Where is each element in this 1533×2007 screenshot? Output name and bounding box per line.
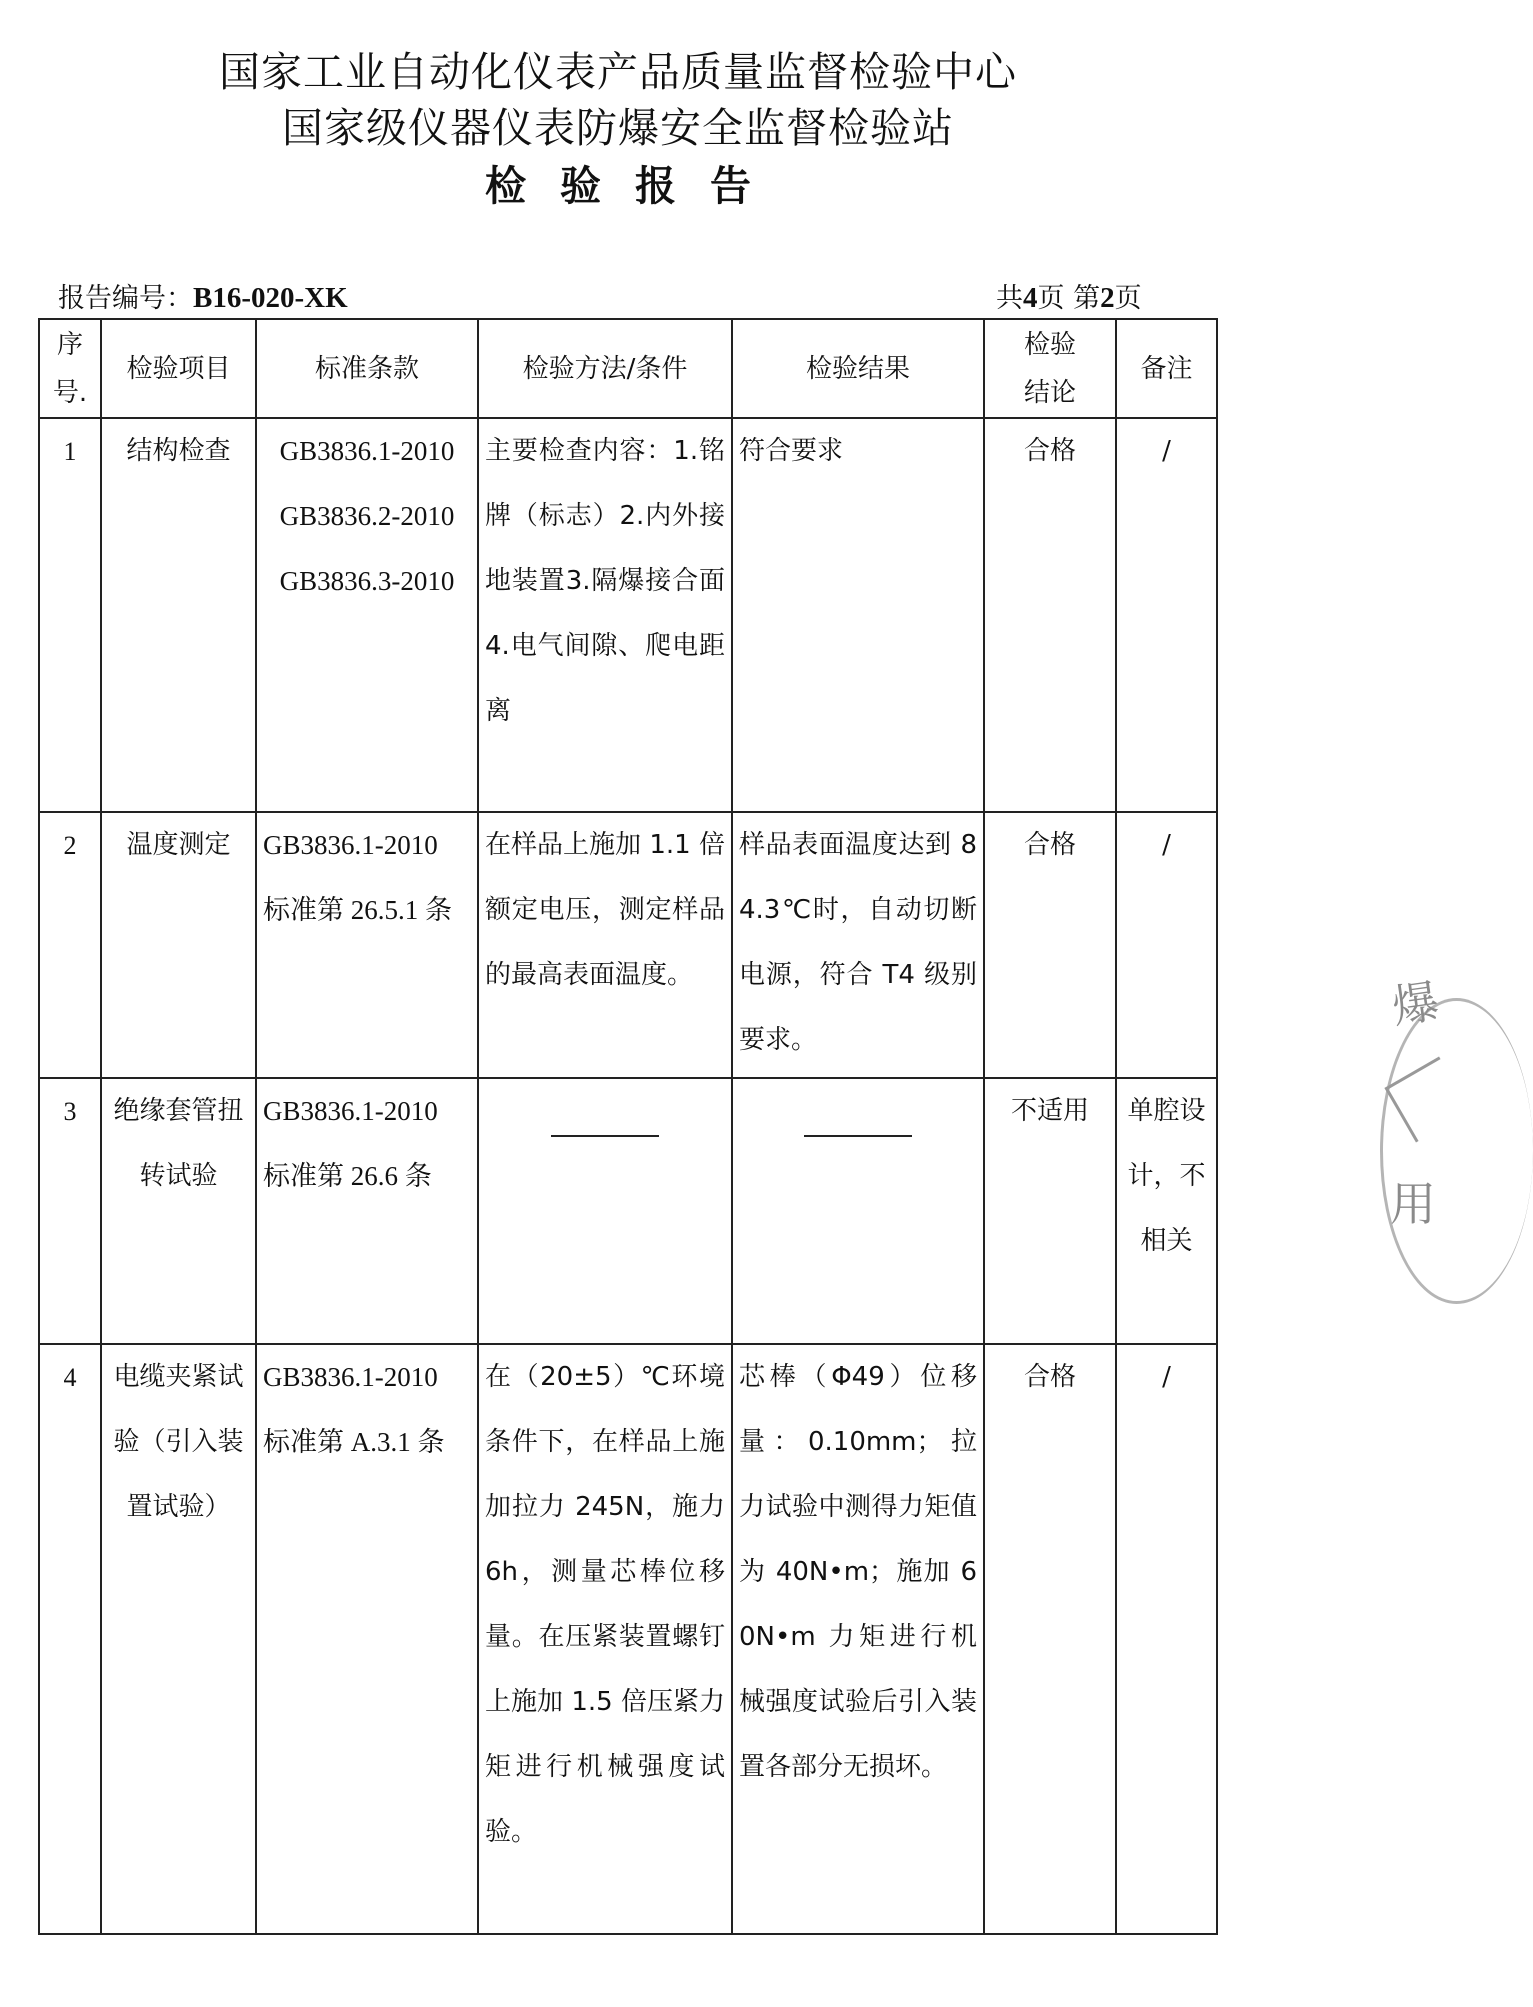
cell-item: 结构检查: [101, 418, 256, 812]
document-header: [0, 44, 1236, 214]
cell-result: [732, 1078, 984, 1344]
cell-result: 样品表面温度达到 84.3℃时，自动切断电源，符合 T4 级别要求。: [732, 812, 984, 1078]
seal-outline: [1380, 998, 1533, 1304]
cell-method: 在样品上施加 1.1 倍额定电压，测定样品的最高表面温度。: [478, 812, 732, 1078]
seal-stamp: [1376, 968, 1456, 1308]
not-applicable-dash: [551, 1135, 659, 1137]
cell-result: 芯棒（Φ49）位移量：0.10mm；拉力试验中测得力矩值为 40N•m；施加 60N•m 力矩进行机械强度试验后引入装置各部分无损坏。: [732, 1344, 984, 1934]
header-conclusion: 检验 结论: [984, 319, 1116, 418]
header-item: 检验项目: [101, 319, 256, 418]
cell-seq: 2: [39, 812, 101, 1078]
report-number-label: 报告编号：: [58, 283, 193, 314]
cell-item: 绝缘套管扭转试验: [101, 1078, 256, 1344]
cell-standard: GB3836.1-2010 标准第 26.5.1 条: [256, 812, 478, 1078]
cell-standard: GB3836.1-2010 标准第 26.6 条: [256, 1078, 478, 1344]
report-number-value: B16-020-XK: [193, 282, 348, 314]
cell-result: 符合要求: [732, 418, 984, 812]
header-method: 检验方法/条件: [478, 319, 732, 418]
cell-method: 在（20±5）℃环境条件下，在样品上施加拉力 245N，施力 6h，测量芯棒位移量。在压紧装置螺钉上施加 1.5 倍压紧力矩进行机械强度试验。: [478, 1344, 732, 1934]
header-remark: 备注: [1116, 319, 1217, 418]
table-row: [39, 1344, 1217, 1934]
table-row: [39, 418, 1217, 812]
cell-method: [478, 1078, 732, 1344]
table-row: [39, 1078, 1217, 1344]
cell-conclusion: 合格: [984, 418, 1116, 812]
header-seq: 序号.: [39, 319, 101, 418]
cell-remark: 单腔设计，不相关: [1116, 1078, 1217, 1344]
cell-seq: 1: [39, 418, 101, 812]
cell-standard: GB3836.1-2010 GB3836.2-2010 GB3836.3-2010: [256, 418, 478, 812]
cell-standard: GB3836.1-2010 标准第 A.3.1 条: [256, 1344, 478, 1934]
cell-remark: /: [1116, 812, 1217, 1078]
table-header-row: [39, 319, 1217, 418]
cell-conclusion: 合格: [984, 1344, 1116, 1934]
inspection-table: [38, 318, 1218, 1935]
cell-item: 温度测定: [101, 812, 256, 1078]
page-indicator: 共4页 第2页: [996, 282, 1142, 314]
cell-item: 电缆夹紧试验（引入装置试验）: [101, 1344, 256, 1934]
cell-remark: /: [1116, 418, 1217, 812]
seal-char-1: 爆: [1388, 974, 1442, 1034]
cell-remark: /: [1116, 1344, 1217, 1934]
header-standard: 标准条款: [256, 319, 478, 418]
current-page: 2: [1100, 282, 1115, 314]
seal-char-2: 用: [1390, 1177, 1436, 1231]
title-line-1: 国家工业自动化仪表产品质量监督检验中心: [219, 48, 1017, 96]
total-pages: 4: [1023, 282, 1038, 314]
cell-seq: 4: [39, 1344, 101, 1934]
table-row: [39, 812, 1217, 1078]
report-number: [58, 276, 348, 315]
cell-method: 主要检查内容：1.铭牌（标志）2.内外接地装置3.隔爆接合面4.电气间隙、爬电距离: [478, 418, 732, 812]
report-title: 检验报告: [485, 162, 785, 210]
not-applicable-dash: [804, 1135, 912, 1137]
title-line-2: 国家级仪器仪表防爆安全监督检验站: [282, 104, 954, 152]
header-result: 检验结果: [732, 319, 984, 418]
cell-seq: 3: [39, 1078, 101, 1344]
cell-conclusion: 合格: [984, 812, 1116, 1078]
cell-conclusion: 不适用: [984, 1078, 1116, 1344]
